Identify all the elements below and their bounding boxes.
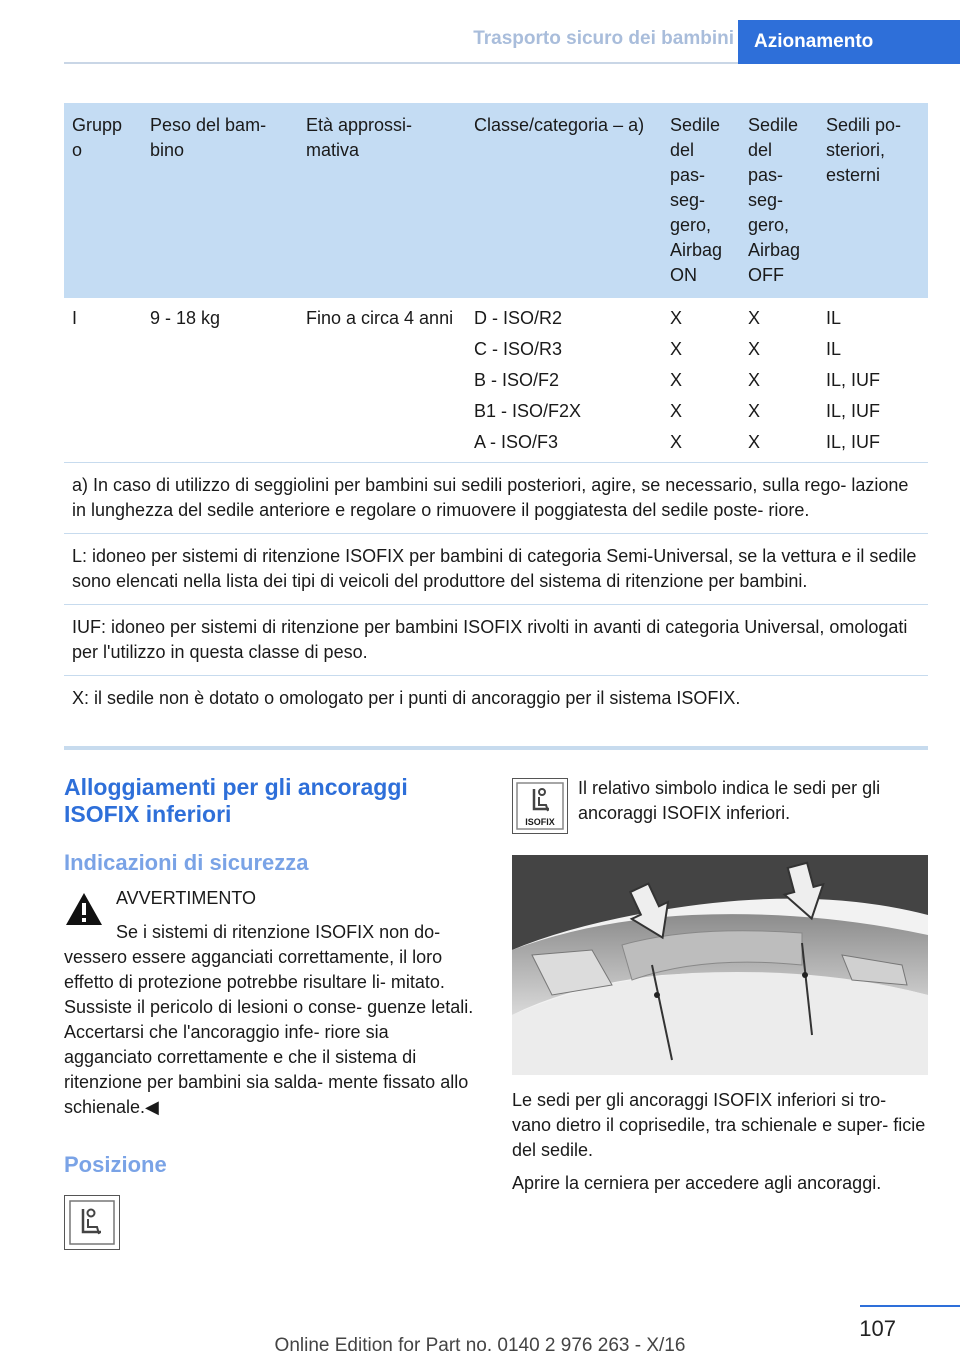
cell-classes [466, 298, 662, 467]
page-header [64, 0, 960, 64]
symbol-description: Il relativo simbolo indica le sedi per gli ancoraggi ISOFIX inferiori. [578, 778, 881, 823]
cell-rear [818, 298, 928, 467]
rear-value: IL, IUF [826, 401, 881, 421]
safety-subheading: Indicazioni di sicurezza [64, 850, 309, 875]
col-header-airbag-off: Sedile del pas- seg- gero, Airbag OFF [740, 103, 818, 298]
table-note: L: idoneo per sistemi di ritenzione ISOFIX per bambini di categoria Semi-Universal, se la vettura e il sedile sono elencati nella lista dei tipi di veicoli del produttore del sistema di ritenzione per bambini. [64, 533, 928, 604]
table-note: a) In caso di utilizzo di seggiolini per bambini sui sedili posteriori, agire, se necessario, sulla rego- lazione in lunghezza del sedile anteriore e regolare o rimuovere il poggiatesta del sedile poste- riore. [64, 462, 928, 533]
section-heading: Alloggiamenti per gli ancoraggi ISOFIX inferiori [64, 774, 408, 827]
airbag-off-value: X [748, 370, 761, 390]
table-note: IUF: idoneo per sistemi di ritenzione per bambini ISOFIX rivolti in avanti di categoria Universal, omologati per l'utilizzo in questa classe di peso. [64, 604, 928, 675]
page-number: 107 [859, 1316, 896, 1341]
airbag-off-value: X [748, 432, 761, 452]
rear-value: IL [826, 308, 842, 328]
cell-airbag-off [740, 298, 818, 467]
airbag-on-value: X [670, 308, 683, 328]
col-header-airbag-on: Sedile del pas- seg- gero, Airbag ON [662, 103, 740, 298]
cell-airbag-on [662, 298, 740, 467]
warning-text: Se i sistemi di ritenzione ISOFIX non do- vessero essere agganciati correttamente, il loro effetto di protezione potrebbe risultare li- mitato. Sussiste il pericolo di lesioni o conse- guenze letali. Accertarsi che l'ancoraggio infe- riore sia agganciato correttamente e che il sistema di ritenzione per bambini sia salda- mente fissato allo schienale.◀ [64, 922, 474, 1117]
cell-age: Fino a circa 4 anni [306, 308, 454, 328]
zipper-instruction: Aprire la cerniera per accedere agli ancoraggi. [512, 1173, 882, 1193]
header-chapter-tab: Azionamento [738, 20, 960, 64]
airbag-on-value: X [670, 339, 683, 359]
position-subheading: Posizione [64, 1152, 167, 1177]
airbag-on-value: X [670, 432, 683, 452]
child-seat-symbol-icon [64, 1195, 120, 1250]
isofix-symbol-icon [512, 778, 568, 834]
airbag-off-value: X [748, 339, 761, 359]
section-divider [64, 746, 928, 750]
anchor-location-paragraph: Le sedi per gli ancoraggi ISOFIX inferiori si tro- vano dietro il coprisedile, tra schienale e super- ficie del sedile. [512, 1090, 926, 1160]
col-header-class: Classe/categoria – a) [466, 103, 662, 298]
warning-title: AVVERTIMENTO [116, 888, 257, 908]
airbag-on-value: X [670, 401, 683, 421]
col-header-group: Grupp o [64, 103, 142, 298]
class-line: B - ISO/F2 [474, 370, 560, 390]
rear-value: IL, IUF [826, 370, 881, 390]
class-line: B1 - ISO/F2X [474, 401, 582, 421]
footer-accent-line [860, 1305, 960, 1307]
rear-value: IL, IUF [826, 432, 881, 452]
rear-seat-anchor-illustration [512, 855, 928, 1075]
class-line: A - ISO/F3 [474, 432, 559, 452]
rear-value: IL [826, 339, 842, 359]
isofix-symbol-label: ISOFIX [525, 817, 555, 827]
airbag-off-value: X [748, 308, 761, 328]
col-header-weight: Peso del bam- bino [142, 103, 298, 298]
airbag-off-value: X [748, 401, 761, 421]
col-header-rear: Sedili po- steriori, esterni [818, 103, 928, 298]
class-line: C - ISO/R3 [474, 339, 563, 359]
isofix-table [64, 103, 928, 467]
table-notes [64, 462, 928, 721]
cell-weight: 9 - 18 kg [150, 308, 221, 328]
table-header-row [64, 103, 928, 298]
class-line: D - ISO/R2 [474, 308, 563, 328]
cell-group: I [72, 308, 78, 328]
table-row [64, 298, 928, 467]
col-header-age: Età approssi- mativa [298, 103, 466, 298]
edition-footer: Online Edition for Part no. 0140 2 976 263 - X/16 [274, 1335, 686, 1356]
table-note: X: il sedile non è dotato o omologato per i punti di ancoraggio per il sistema ISOFIX. [64, 675, 928, 721]
header-section-title: Trasporto sicuro dei bambini [473, 28, 734, 49]
anchor-location-text [512, 1088, 930, 1204]
airbag-on-value: X [670, 370, 683, 390]
